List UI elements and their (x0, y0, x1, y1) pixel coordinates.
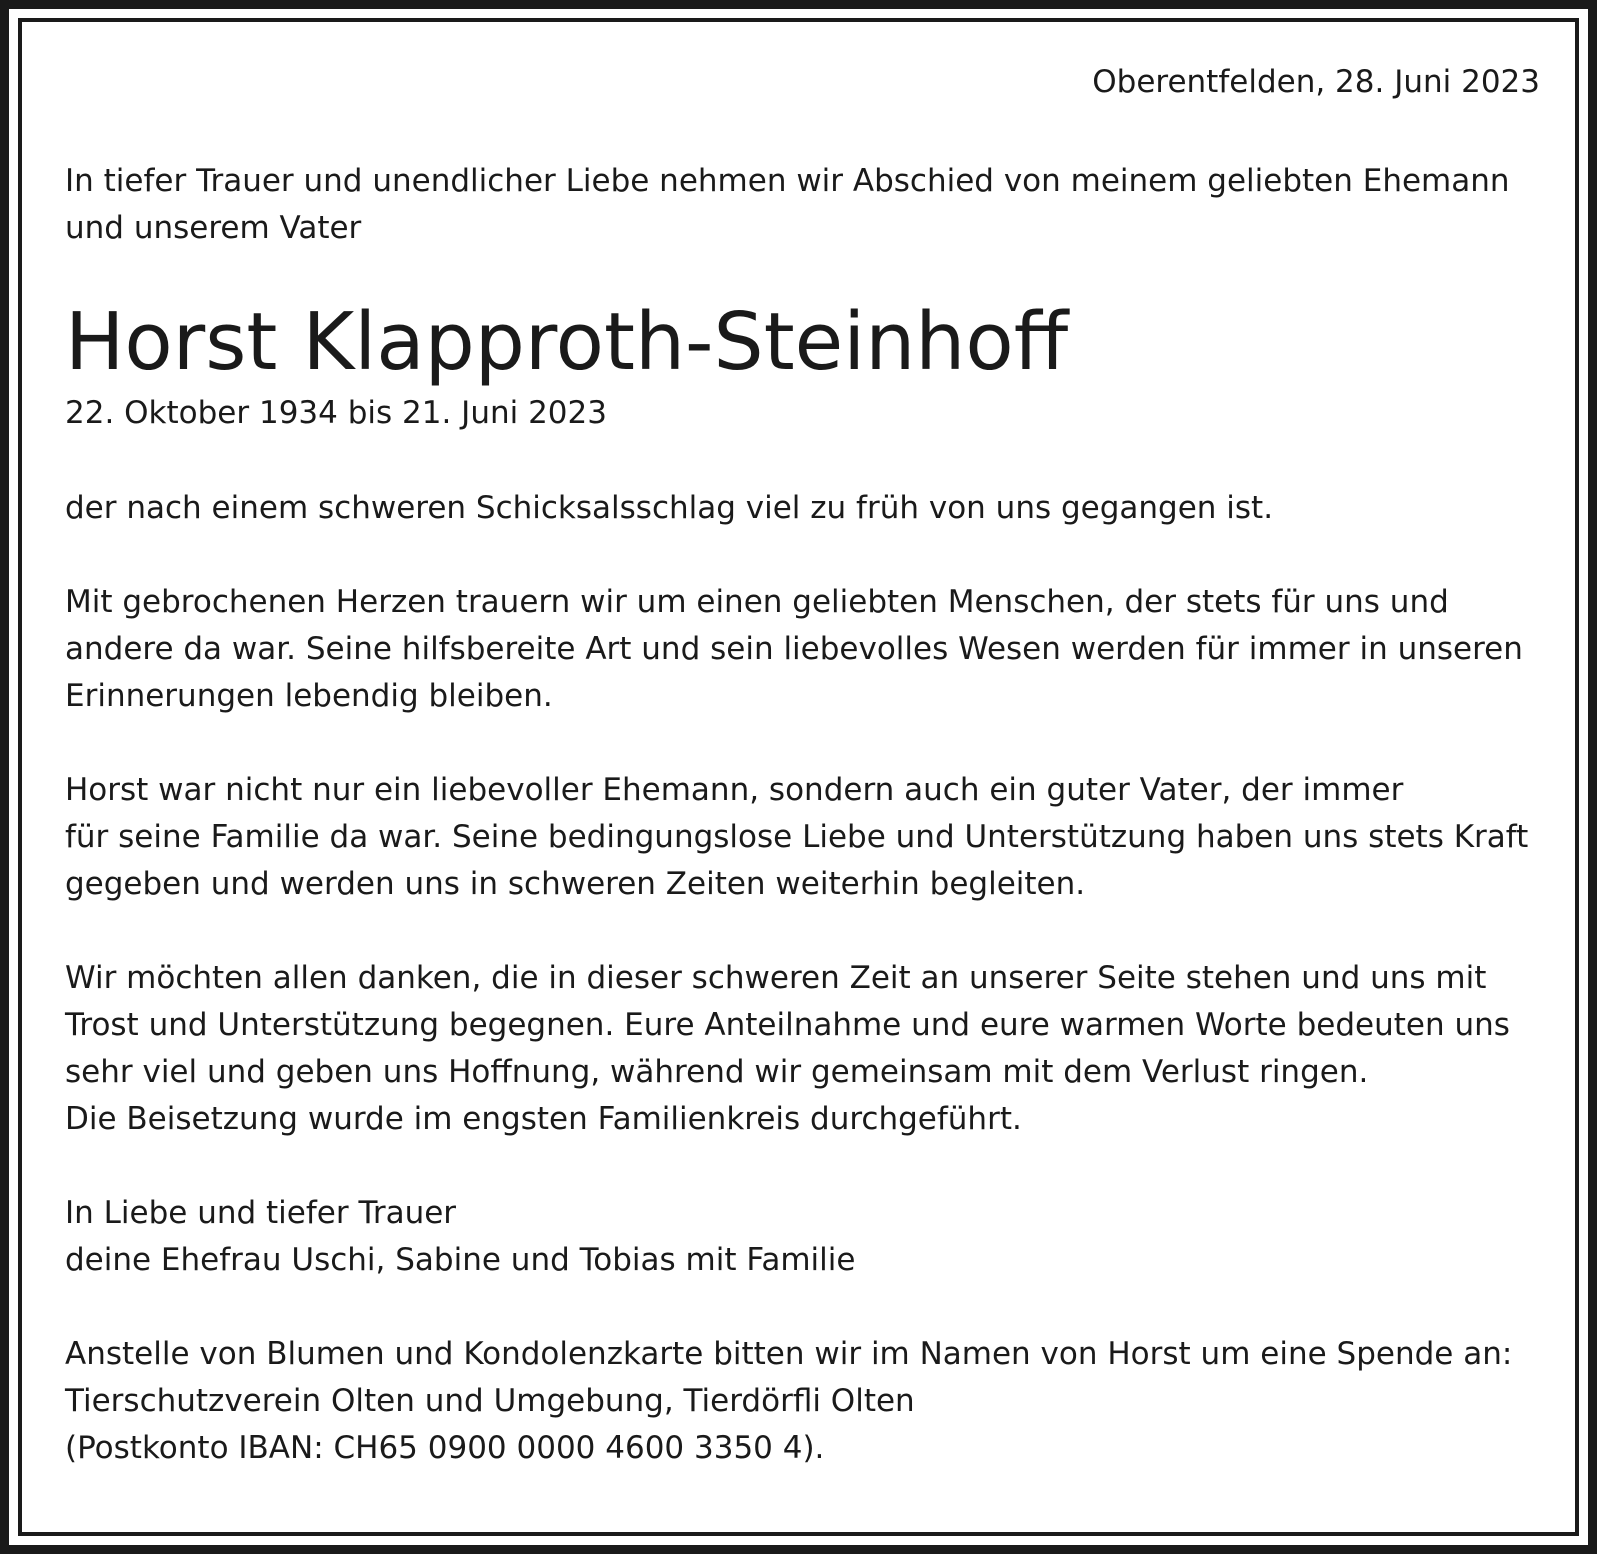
obituary-notice (65, 58, 1540, 1472)
paragraph-1 (65, 485, 1540, 532)
life-dates: 22. Oktober 1934 bis 21. Juni 2023 (65, 395, 607, 431)
paragraph-line: sehr viel und geben uns Hoffnung, während wir gemeinsam mit dem Verlust ringen. (65, 1054, 1369, 1090)
paragraph-line: Die Beisetzung wurde im engsten Familienkreis durchgeführt. (65, 1101, 1022, 1137)
closing-line: deine Ehefrau Uschi, Sabine und Tobias mit Familie (65, 1242, 856, 1278)
donation-request (65, 1331, 1540, 1472)
paragraph-4 (65, 955, 1540, 1143)
paragraph-line: Wir möchten allen danken, die in dieser schweren Zeit an unserer Seite stehen und uns mit (65, 960, 1487, 996)
paragraph-2 (65, 579, 1540, 720)
paragraph-line: gegeben und werden uns in schweren Zeiten weiterhin begleiten. (65, 866, 1086, 902)
paragraph-line: Mit gebrochenen Herzen trauern wir um einen geliebten Menschen, der stets für uns und (65, 584, 1449, 620)
paragraph-line: Horst war nicht nur ein liebevoller Ehemann, sondern auch ein guter Vater, der immer (65, 772, 1404, 808)
place-date: Oberentfelden, 28. Juni 2023 (1092, 64, 1540, 100)
intro-paragraph (65, 158, 1540, 252)
donation-line: Tierschutzverein Olten und Umgebung, Tierdörfli Olten (65, 1383, 915, 1419)
paragraph-line: Trost und Unterstützung begegnen. Eure Anteilnahme und eure warmen Worte bedeuten uns (65, 1007, 1510, 1043)
paragraph-line: für seine Familie da war. Seine bedingungslose Liebe und Unterstützung haben uns stets Kraft (65, 819, 1529, 855)
intro-line: und unserem Vater (65, 210, 362, 246)
intro-line: In tiefer Trauer und unendlicher Liebe nehmen wir Abschied von meinem geliebten Ehemann (65, 163, 1510, 199)
deceased-name: Horst Klapproth-Steinhoff (65, 296, 1069, 388)
closing-line: In Liebe und tiefer Trauer (65, 1195, 457, 1231)
paragraph-line: andere da war. Seine hilfsbereite Art und sein liebevolles Wesen werden für immer in unseren (65, 631, 1523, 667)
paragraph-line: Erinnerungen lebendig bleiben. (65, 678, 553, 714)
donation-line: (Postkonto IBAN: CH65 0900 0000 4600 3350 4). (65, 1430, 825, 1466)
closing-signature (65, 1190, 1540, 1284)
paragraph-line: der nach einem schweren Schicksalsschlag viel zu früh von uns gegangen ist. (65, 490, 1274, 526)
paragraph-3 (65, 767, 1540, 908)
donation-line: Anstelle von Blumen und Kondolenzkarte bitten wir im Namen von Horst um eine Spende an: (65, 1336, 1513, 1372)
